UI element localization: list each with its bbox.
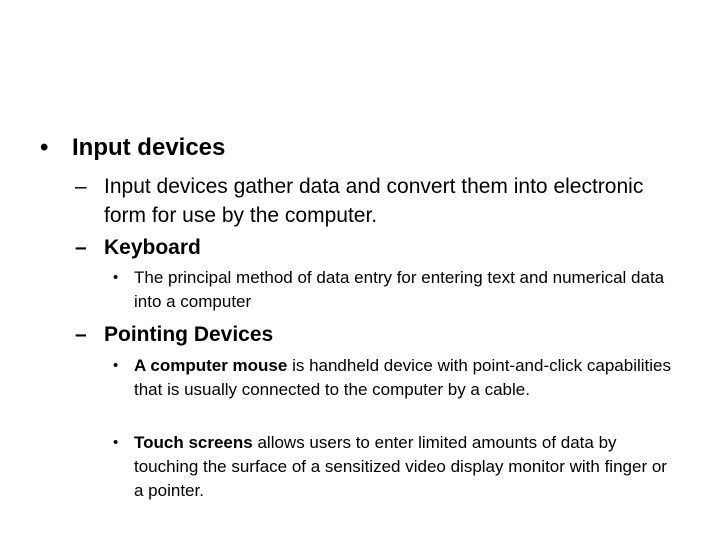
keyboard-detail-text: The principal method of data entry for entering text and numerical data into a computer [134, 268, 665, 311]
touch-screens-description: allows users to enter limited amounts of data by touching the surface of a sensitized video display monitor with finger or a pointer. [134, 433, 667, 500]
touch-screens-row [113, 431, 681, 503]
keyboard-title: Keyboard [104, 236, 201, 259]
mouse-description: is handheld device with point-and-click capabilities that is usually connected to the computer by a cable. [134, 356, 671, 399]
touch-screens-text [134, 431, 681, 503]
bullet-icon: • [113, 269, 119, 286]
intro-row [75, 172, 675, 230]
touch-screens-term: Touch screens [134, 433, 253, 452]
dash-icon: – [75, 175, 87, 198]
mouse-row [113, 354, 681, 402]
keyboard-row [75, 233, 675, 262]
heading-row [40, 133, 700, 163]
pointing-devices-row [75, 320, 675, 349]
mouse-text [134, 354, 681, 402]
bullet-icon: • [113, 434, 119, 451]
heading-text: Input devices [72, 134, 226, 161]
bullet-icon: • [113, 357, 119, 374]
dash-icon: – [75, 323, 87, 346]
dash-icon: – [75, 236, 87, 259]
mouse-term: A computer mouse [134, 356, 288, 375]
pointing-devices-title: Pointing Devices [104, 323, 274, 346]
intro-text: Input devices gather data and convert them into electronic form for use by the computer. [104, 175, 644, 227]
bullet-icon: • [40, 134, 49, 161]
keyboard-detail-row [113, 266, 681, 314]
